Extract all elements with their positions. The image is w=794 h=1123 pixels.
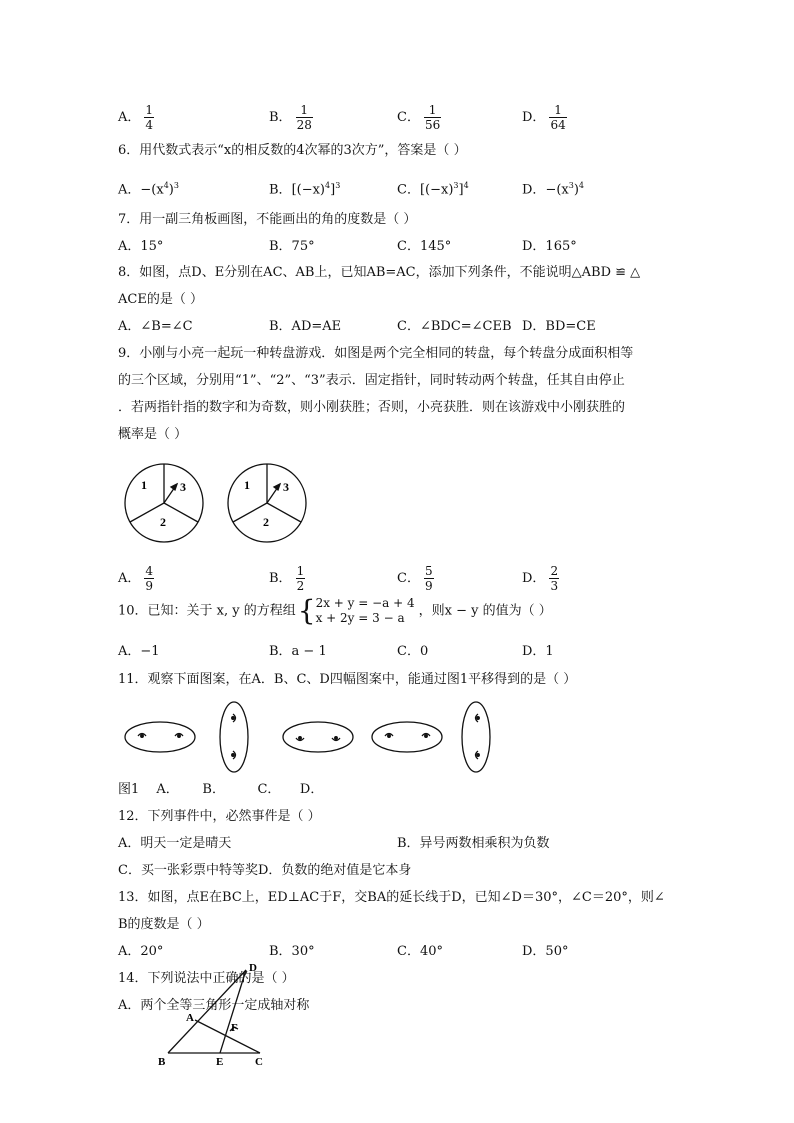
q13-line1: 13．如图，点E在BC上，ED⊥AC于F，交BA的延长线于D，已知∠D＝30°，∠C＝20°，则∠	[118, 890, 665, 905]
spinner-left	[125, 464, 203, 542]
face-figure-d	[462, 702, 490, 772]
q12-option-cd: C．买一张彩票中特等奖D．负数的绝对值是它本身	[118, 863, 412, 878]
label-b: B	[158, 1056, 166, 1068]
q6-option-d: D．$-(x^3)^4$	[522, 181, 584, 198]
q9-option-a: A． $\frac{4}{9}$	[118, 564, 154, 593]
q7-option-c: C．145°	[397, 239, 452, 254]
q8-option-a: A．∠B=∠C	[118, 319, 193, 334]
q14-stem: 14．下列说法中正确的是（ ）	[118, 971, 295, 986]
label-f: F	[231, 1022, 238, 1034]
q5-option-c: C． $\frac{1}{56}$	[397, 103, 441, 132]
q9-line3: ．若两指针指的数字和为奇数，则小刚获胜；否则，小亮获胜．则在该游戏中小刚获胜的	[118, 400, 626, 415]
q7-stem: 7．用一副三角板画图，不能画出的角的度数是（ ）	[118, 212, 417, 227]
q9-line4: 概率是（ ）	[118, 427, 188, 442]
q14-option-a: A．两个全等三角形一定成轴对称	[118, 998, 310, 1013]
spinner-right-label-3: 3	[283, 480, 289, 494]
q8-option-b: B．AD=AE	[269, 319, 342, 334]
q8-option-c: C．∠BDC=∠CEB	[397, 319, 512, 334]
q5-option-a: A． $\frac{1}{4}$	[118, 103, 154, 132]
spinner-left-label-2: 2	[160, 515, 166, 529]
label-d: D	[249, 962, 257, 974]
q10-option-b: B．a − 1	[269, 644, 327, 659]
label-c: C	[255, 1056, 263, 1068]
q13-option-b: B．30°	[269, 944, 315, 959]
q10-option-a: A．−1	[118, 644, 160, 659]
q13-option-d: D．50°	[522, 944, 569, 959]
q7-option-a: A．15°	[118, 239, 164, 254]
q9-option-d: D． $\frac{2}{3}$	[522, 564, 559, 593]
q9-option-b: B． $\frac{1}{2}$	[269, 564, 305, 593]
q9-line1: 9．小刚与小亮一起玩一种转盘游戏．如图是两个完全相同的转盘，每个转盘分成面积相等	[118, 346, 634, 361]
q6-option-c: C．$[(-x)^3]^4$	[397, 181, 469, 198]
q13-option-c: C．40°	[397, 944, 443, 959]
q10-stem: 10．已知：关于 x, y 的方程组{ 2x + y = −a + 4 x + 2y = 3 − a ，则x − y 的值为（ ）	[118, 594, 552, 627]
q8-option-d: D．BD=CE	[522, 319, 596, 334]
q12-stem: 12．下列事件中，必然事件是（ ）	[118, 809, 321, 824]
spinner-left-label-1: 1	[141, 478, 147, 492]
q13-line2: B的度数是（ ）	[118, 917, 210, 932]
q9-line2: 的三个区域，分别用“1”、“2”、“3”表示．固定指针，同时转动两个转盘，任其自由停止	[118, 373, 625, 388]
q6-option-b: B．$[(-x)^4]^3$	[269, 181, 341, 198]
face-figure-a	[220, 702, 248, 772]
spinner-figure	[120, 462, 315, 548]
spinner-right	[228, 464, 306, 542]
q6-stem: 6．用代数式表示“x的相反数的4次幂的3次方”，答案是（ ）	[118, 143, 467, 158]
q10-option-d: D．1	[522, 644, 554, 659]
q7-option-d: D．165°	[522, 239, 577, 254]
q5-option-b: B． $\frac{1}{28}$	[269, 103, 312, 132]
label-a: A	[186, 1012, 194, 1024]
q11-captions: 图1 A． B． C． D．	[118, 782, 324, 797]
q8-stem-line1: 8．如图，点D、E分别在AC、AB上，已知AB=AC，添加下列条件，不能说明△ABD ≌ △	[118, 265, 641, 280]
q12-option-b: B．异号两数相乘积为负数	[397, 836, 550, 851]
q7-option-b: B．75°	[269, 239, 315, 254]
q5-option-d: D． $\frac{1}{64}$	[522, 103, 566, 132]
q13-option-a: A．20°	[118, 944, 164, 959]
spinner-right-label-1: 1	[244, 478, 250, 492]
q11-stem: 11．观察下面图案，在A．B、C、D四幅图案中，能通过图1平移得到的是（ ）	[118, 672, 577, 687]
face-figure-1	[125, 722, 195, 752]
label-e: E	[216, 1056, 224, 1068]
q9-option-c: C． $\frac{5}{9}$	[397, 564, 433, 593]
face-figure-c	[372, 722, 442, 752]
spinner-right-label-2: 2	[263, 515, 269, 529]
q6-option-a: A．$-(x^4)^3$	[118, 181, 179, 198]
q10-option-c: C．0	[397, 644, 429, 659]
face-figure-b	[283, 722, 353, 752]
q11-figures	[120, 700, 500, 779]
q8-stem-line2: ACE的是（ ）	[118, 292, 203, 307]
q12-option-a: A．明天一定是晴天	[118, 836, 232, 851]
spinner-left-label-3: 3	[180, 480, 186, 494]
